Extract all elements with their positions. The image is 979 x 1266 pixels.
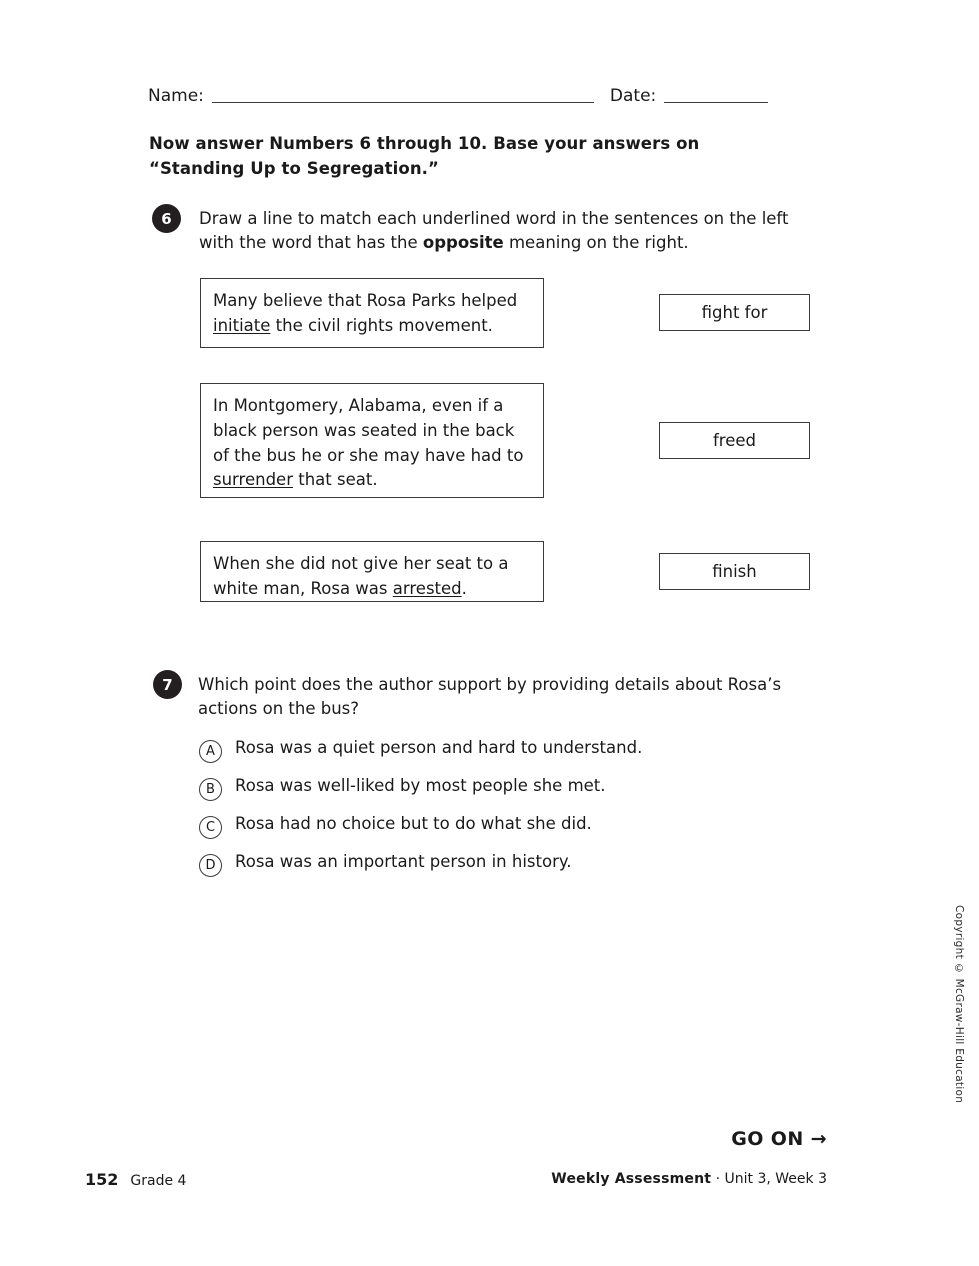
assessment-label: Weekly Assessment xyxy=(551,1171,712,1187)
question-7-number: 7 xyxy=(153,670,182,699)
match-left-3-pre: When she did not give her seat to a white man, Rosa was xyxy=(213,554,509,598)
name-label: Name: xyxy=(148,86,204,106)
match-left-3-underlined-word: arrested xyxy=(392,578,462,598)
footer-right xyxy=(551,1171,827,1187)
go-on-indicator xyxy=(731,1128,827,1150)
copyright-notice: Copyright © McGraw-Hill Education xyxy=(953,905,965,1104)
choice-b-text: Rosa was well-liked by most people she met. xyxy=(235,776,606,795)
grade-label: Grade 4 xyxy=(130,1173,187,1189)
question-6-stem-part1: Draw a line to match each underlined word in the sentences on the left with the word that has the xyxy=(199,209,789,252)
match-left-3-post: . xyxy=(461,578,467,598)
question-6-stem xyxy=(199,207,799,255)
question-7-stem: Which point does the author support by providing details about Rosa’s actions on the bus? xyxy=(198,675,782,718)
page-number: 152 xyxy=(85,1170,119,1189)
footer-separator: · xyxy=(711,1171,725,1187)
match-left-box-1[interactable] xyxy=(200,278,544,348)
go-on-label: GO ON xyxy=(731,1128,804,1150)
match-left-box-3[interactable] xyxy=(200,541,544,602)
choice-a[interactable] xyxy=(199,738,839,763)
footer-left xyxy=(85,1170,186,1189)
match-left-2-underlined-word: surrender xyxy=(213,470,293,490)
choice-c-bubble[interactable]: C xyxy=(199,816,222,839)
date-label: Date: xyxy=(609,86,657,106)
unit-week-label: Unit 3, Week 3 xyxy=(724,1171,827,1187)
match-left-1-pre: Many believe that Rosa Parks helped xyxy=(213,291,518,310)
directions-text: Now answer Numbers 6 through 10. Base your answers on “Standing Up to Segregation.” xyxy=(149,134,700,178)
match-left-box-2[interactable] xyxy=(200,383,544,498)
arrow-right-icon: → xyxy=(810,1128,827,1150)
question-6-stem-part2: meaning on the right. xyxy=(503,232,689,252)
match-right-box-2[interactable]: freed xyxy=(659,422,810,459)
choice-c-text: Rosa had no choice but to do what she did. xyxy=(235,814,592,833)
choice-d-text: Rosa was an important person in history. xyxy=(235,852,572,871)
choice-d-bubble[interactable]: D xyxy=(199,854,222,877)
choice-a-text: Rosa was a quiet person and hard to understand. xyxy=(235,738,643,757)
match-right-box-1[interactable]: fight for xyxy=(659,294,810,331)
match-left-1-underlined-word: initiate xyxy=(213,315,271,335)
match-right-box-3[interactable]: finish xyxy=(659,553,810,590)
question-6-stem-emphasis: opposite xyxy=(422,232,504,252)
question-6-number: 6 xyxy=(152,204,181,233)
match-left-2-post: that seat. xyxy=(293,470,378,490)
choice-c[interactable] xyxy=(199,814,839,839)
choice-b-bubble[interactable]: B xyxy=(199,778,222,801)
choice-b[interactable] xyxy=(199,776,839,801)
choice-a-bubble[interactable]: A xyxy=(199,740,222,763)
match-left-1-post: the civil rights movement. xyxy=(270,315,493,335)
date-write-line[interactable] xyxy=(664,101,768,103)
name-write-line[interactable] xyxy=(212,101,594,103)
match-left-2-pre: In Montgomery, Alabama, even if a black person was seated in the back of the bus he or she may have had to xyxy=(213,396,524,465)
question-7-choices xyxy=(199,738,839,890)
choice-d[interactable] xyxy=(199,852,839,877)
name-date-row xyxy=(148,86,808,106)
